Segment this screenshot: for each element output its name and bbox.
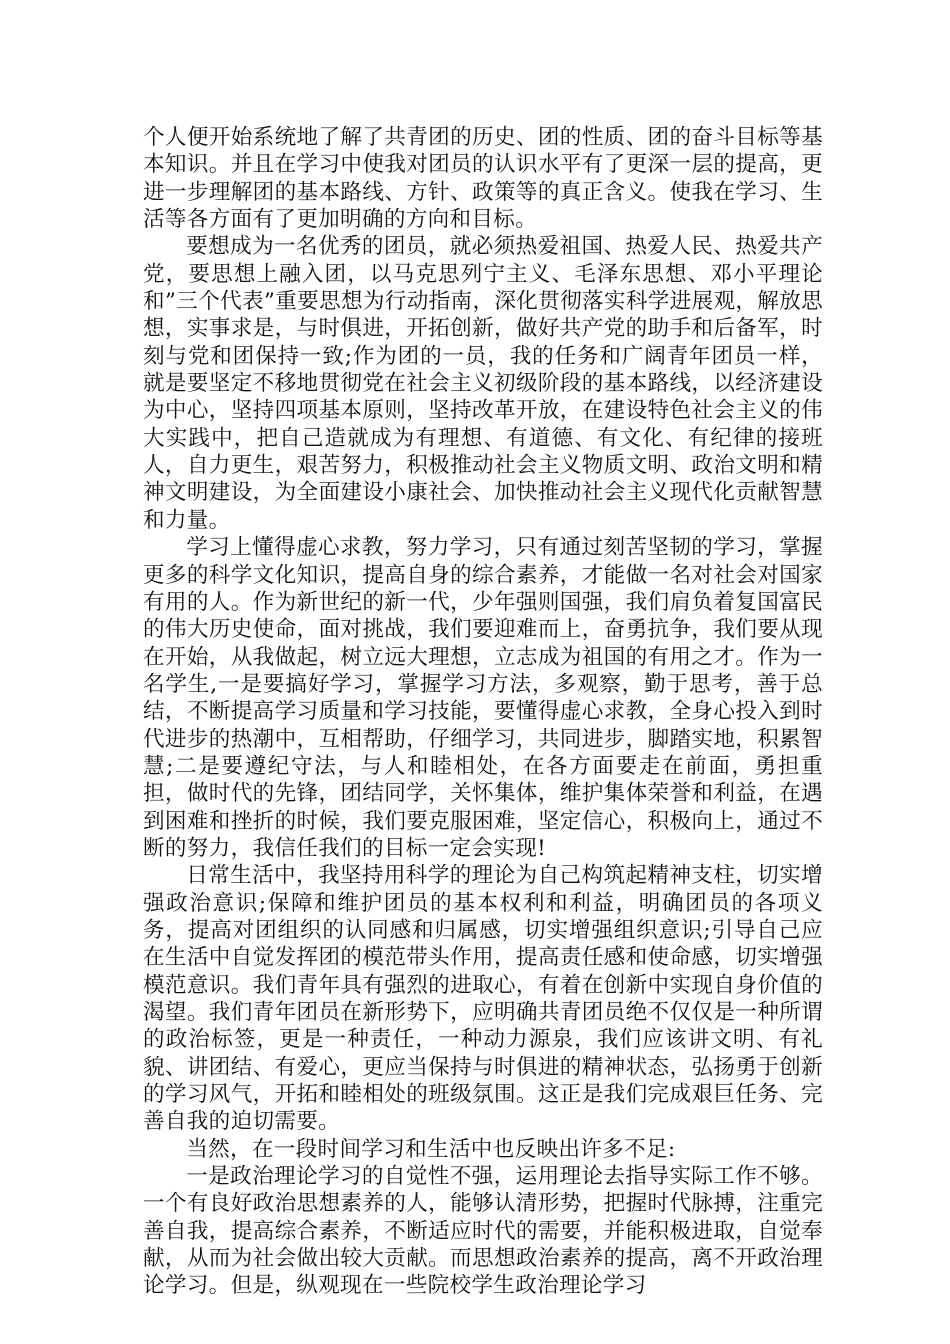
paragraph-continuation: 个人便开始系统地了解了共青团的历史、团的性质、团的奋斗目标等基本知识。并且在学习中使我对团员的认识水平有了更深一层的提高，更进一步理解团的基本路线、方针、政策等的真正含义。使我在学习、生活等各方面有了更加明确的方向和目标。 [143,125,823,233]
paragraph-ideal-member: 要想成为一名优秀的团员，就必须热爱祖国、热爱人民、热爱共产党，要思想上融入团，以马克思列宁主义、毛泽东思想、邓小平理论和”三个代表”重要思想为行动指南，深化贯彻落实科学进展观，解放思想，实事求是，与时俱进，开拓创新，做好共产党的助手和后备军，时刻与党和团保持一致;作为团的一员，我的任务和广阔青年团员一样，就是要坚定不移地贯彻党在社会主义初级阶段的基本路线，以经济建设为中心，坚持四项基本原则，坚持改革开放，在建设特色社会主义的伟大实践中，把自己造就成为有理想、有道德、有文化、有纪律的接班人，自力更生，艰苦努力，积极推动社会主义物质文明、政治文明和精神文明建设，为全面建设小康社会、加快推动社会主义现代化贡献智慧和力量。 [143,234,823,533]
document-body [143,124,823,1300]
paragraph-daily-life: 日常生活中，我坚持用科学的理论为自己构筑起精神支柱，切实增强政治意识;保障和维护团员的基本权利和利益，明确团员的各项义务，提高对团组织的认同感和归属感，切实增强组织意识;引导自己应在生活中自觉发挥团的模范带头作用，提高责任感和使命感，切实增强模范意识。我们青年具有强烈的进取心，有着在创新中实现自身价值的渴望。我们青年团员在新形势下，应明确共青团员绝不仅仅是一种所谓的政治标签，更是一种责任，一种动力源泉，我们应该讲文明、有礼貌、讲团结、有爱心，更应当保持与时俱进的精神状态，弘扬勇于创新的学习风气，开拓和睦相处的班级氛围。这正是我们完成艰巨任务、完善自我的迫切需要。 [143,863,823,1135]
paragraph-study: 学习上懂得虚心求教，努力学习，只有通过刻苦坚韧的学习，掌握更多的科学文化知识，提高自身的综合素养，才能做一名对社会对国家有用的人。作为新世纪的新一代，少年强则国强，我们肩负着复国富民的伟大历史使命，面对挑战，我们要迎难而上，奋勇抗争，我们要从现在开始，从我做起，树立远大理想，立志成为祖国的有用之才。作为一名学生,一是要搞好学习，掌握学习方法，多观察，勤于思考，善于总结，不断提高学习质量和学习技能，要懂得虚心求教，全身心投入到时代进步的热潮中，互相帮助，仔细学习，共同进步，脚踏实地，积累智慧;二是要遵纪守法，与人和睦相处，在各方面要走在前面，勇担重担，做时代的先锋，团结同学，关怀集体，维护集体荣誉和利益，在遇到困难和挫折的时候，我们要克服困难，坚定信心，积极向上，通过不断的努力，我信任我们的目标一定会实现! [143,535,823,861]
paragraph-shortcoming-one: 一是政治理论学习的自觉性不强，运用理论去指导实际工作不够。一个有良好政治思想素养的人，能够认清形势，把握时代脉搏，注重完善自我，提高综合素养，不断适应时代的需要，并能积极进取，自觉奉献，从而为社会做出较大贡献。而思想政治素养的提高，离不开政治理论学习。但是，纵观现在一些院校学生政治理论学习 [143,1164,823,1299]
paragraph-shortcomings-intro: 当然，在一段时间学习和生活中也反映出许多不足: [186,1136,676,1162]
